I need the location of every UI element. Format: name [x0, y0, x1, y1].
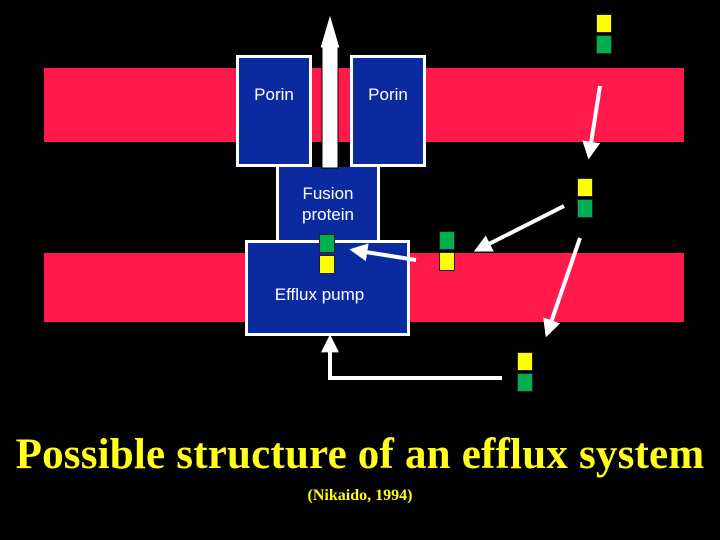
export-arrow: [320, 14, 340, 168]
drug-green-part: [596, 35, 612, 54]
drug-molecule: [577, 178, 593, 218]
drug-molecule: [439, 231, 455, 271]
fusion-label-line1: Fusion: [302, 183, 354, 203]
cytoplasm-return-arrow: [330, 338, 502, 378]
citation: (Nikaido, 1994): [307, 487, 413, 504]
drug-green-part: [577, 199, 593, 218]
drug-periplasm-arrow: [477, 206, 564, 250]
drug-molecule: [517, 352, 533, 392]
drug-green-part: [517, 373, 533, 392]
drug-yellow-part: [517, 352, 533, 371]
drug-yellow-part: [577, 178, 593, 197]
drug-entry-arrow: [589, 86, 600, 156]
efflux-pump-label: Efflux pump: [274, 285, 365, 304]
drug-molecule: [319, 234, 335, 274]
drug-green-part: [439, 231, 455, 250]
slide-title: Possible structure of an efflux system: [15, 431, 705, 478]
drug-yellow-part: [439, 252, 455, 271]
porin-right-label: Porin: [368, 85, 408, 104]
drug-yellow-part: [596, 14, 612, 33]
drug-green-part: [319, 234, 335, 253]
capture-arrow: [353, 250, 416, 260]
drug-cytoplasm-arrow: [547, 238, 580, 334]
drug-yellow-part: [319, 255, 335, 274]
porin-left-label: Porin: [254, 85, 294, 104]
drug-molecule: [596, 14, 612, 54]
fusion-label-line2: protein: [302, 204, 354, 224]
